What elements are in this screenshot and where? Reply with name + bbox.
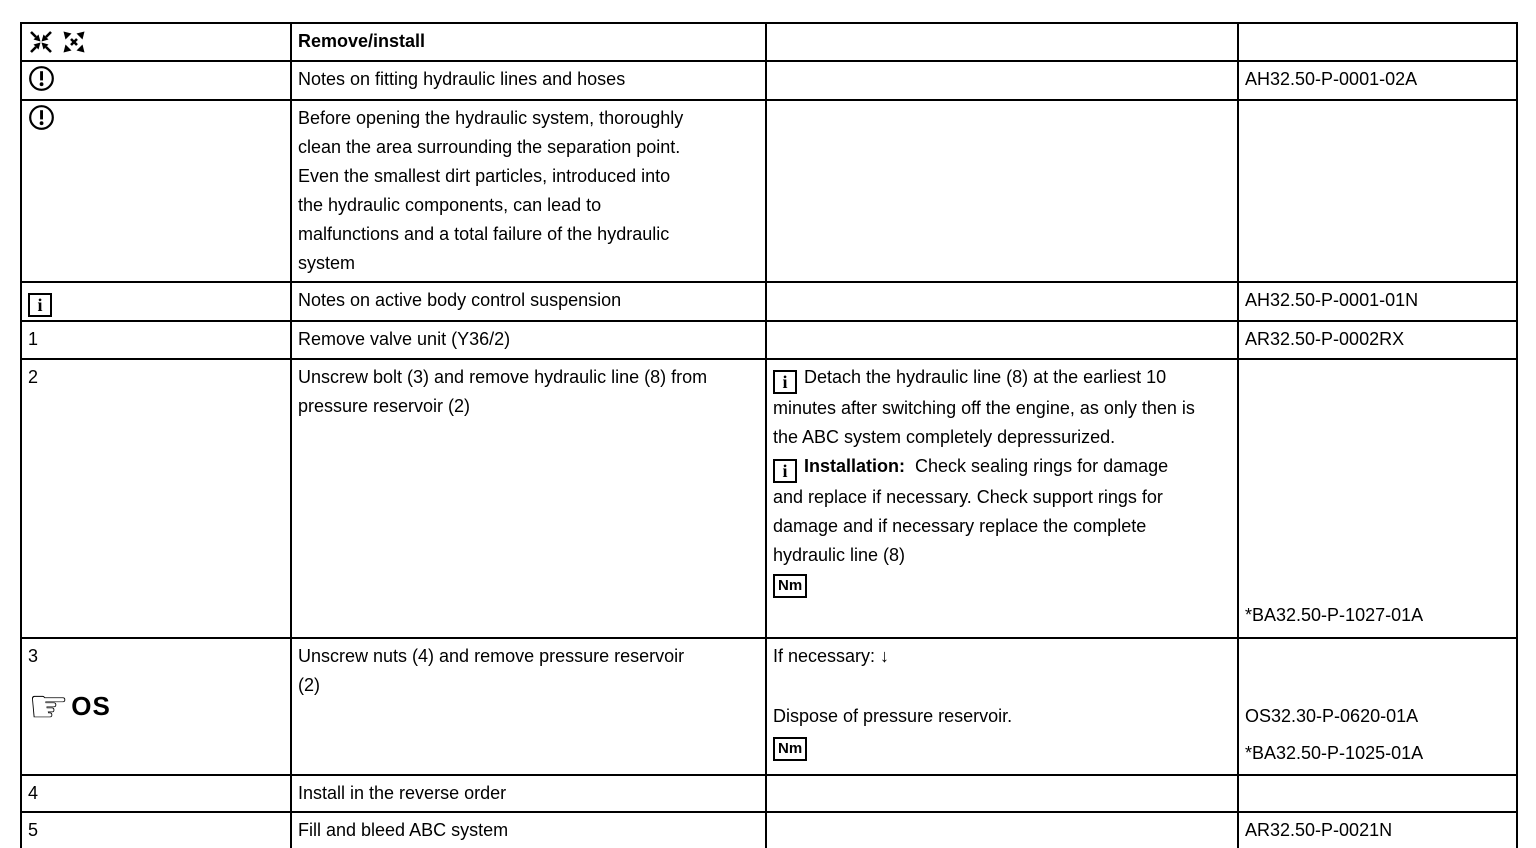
- arrows-outward-icon: [61, 29, 87, 55]
- instruction-text: Install in the reverse order: [298, 783, 507, 803]
- empty-cell: [766, 61, 1238, 100]
- row-note-clean: [21, 100, 1517, 282]
- pointing-hand-icon: ☞: [28, 680, 70, 732]
- icon-cell: [21, 61, 291, 100]
- notes-cell: [766, 638, 1238, 775]
- instruction-text: Remove valve unit (Y36/2): [298, 329, 511, 349]
- step-number: 5: [28, 820, 39, 840]
- row-step-5: [21, 812, 1517, 848]
- workshop-note-icon: [28, 65, 55, 92]
- step-number: 4: [28, 783, 39, 803]
- empty-cell: [766, 812, 1238, 848]
- step-number: 3: [28, 646, 39, 666]
- instruction-cell: [291, 282, 766, 321]
- step-number-cell: [21, 775, 291, 812]
- row-note-abc: [21, 282, 1517, 321]
- instruction-cell: [291, 61, 766, 100]
- info-icon: i: [773, 370, 797, 394]
- reference-cell: [1238, 638, 1517, 775]
- instruction-cell: [291, 359, 766, 638]
- torque-icon[interactable]: Nm: [773, 737, 807, 761]
- row-step-3: [21, 638, 1517, 775]
- notes-cell: [766, 359, 1238, 638]
- reference-cell: [1238, 812, 1517, 848]
- empty-cell: [1238, 100, 1517, 282]
- empty-cell: [1238, 23, 1517, 61]
- instruction-cell: [291, 100, 766, 282]
- empty-cell: [766, 100, 1238, 282]
- instruction-text: Fill and bleed ABC system: [298, 820, 509, 840]
- instruction-text: Notes on fitting hydraulic lines and hoses: [298, 69, 626, 89]
- document-reference[interactable]: *BA32.50-P-1025-01A: [1245, 743, 1424, 763]
- document-reference[interactable]: AH32.50-P-0001-01N: [1245, 290, 1419, 310]
- step-number-cell: [21, 638, 291, 775]
- installation-note-paragraph: [773, 452, 1193, 570]
- empty-cell: [766, 321, 1238, 359]
- row-step-1: [21, 321, 1517, 359]
- os-indicator: [28, 680, 284, 732]
- icon-cell: [21, 282, 291, 321]
- step-number-cell: [21, 359, 291, 638]
- table-title: Remove/install: [298, 31, 426, 51]
- instruction-cell: [291, 638, 766, 775]
- instruction-cell: [291, 321, 766, 359]
- info-icon: i: [28, 293, 52, 317]
- row-note-fitting: [21, 61, 1517, 100]
- action-text: Dispose of pressure reservoir.: [773, 706, 1013, 726]
- step-number: 2: [28, 367, 39, 387]
- note-text: Detach the hydraulic line (8) at the earliest 10 minutes after switching off the engine, as only then is the ABC system completely depressurized.: [773, 367, 1195, 447]
- step-number-cell: [21, 321, 291, 359]
- empty-cell: [766, 282, 1238, 321]
- row-step-4: [21, 775, 1517, 812]
- table-title-cell: [291, 23, 766, 61]
- instruction-text: Unscrew nuts (4) and remove pressure reservoir (2): [298, 646, 685, 695]
- empty-cell: [766, 23, 1238, 61]
- reference-cell: [1238, 321, 1517, 359]
- instruction-cell: [291, 812, 766, 848]
- reference-cell: [1238, 359, 1517, 638]
- os-label: OS: [71, 690, 111, 721]
- arrows-inward-icon: [28, 29, 54, 55]
- instruction-text: Notes on active body control suspension: [298, 290, 622, 310]
- empty-cell: [766, 775, 1238, 812]
- step-number-cell: [21, 812, 291, 848]
- reference-cell: [1238, 61, 1517, 100]
- icon-cell: [21, 100, 291, 282]
- reference-cell: [1238, 282, 1517, 321]
- note-paragraph: [773, 363, 1218, 452]
- installation-label: Installation:: [804, 456, 906, 476]
- document-reference[interactable]: *BA32.50-P-1027-01A: [1245, 605, 1424, 625]
- workshop-note-icon: [28, 104, 55, 131]
- document-reference[interactable]: OS32.30-P-0620-01A: [1245, 706, 1419, 726]
- procedure-table: [20, 22, 1518, 848]
- header-icons: [28, 27, 284, 55]
- instruction-cell: [291, 775, 766, 812]
- empty-cell: [1238, 775, 1517, 812]
- document-reference[interactable]: AH32.50-P-0001-02A: [1245, 69, 1418, 89]
- instruction-text: Before opening the hydraulic system, thoroughly clean the area surrounding the separation point. Even the smallest dirt particles, introduced into the hydraulic components, can lead to malfunctions and a total failure of the hydraulic system: [298, 108, 684, 273]
- document-reference[interactable]: AR32.50-P-0021N: [1245, 820, 1393, 840]
- document-reference[interactable]: AR32.50-P-0002RX: [1245, 329, 1405, 349]
- info-icon: i: [773, 459, 797, 483]
- header-icons-cell: [21, 23, 291, 61]
- note-text: Check sealing rings for damage and replace if necessary. Check support rings for damage and if necessary replace the complete hydraulic line (8): [773, 456, 1169, 565]
- instruction-text: Unscrew bolt (3) and remove hydraulic line (8) from pressure reservoir (2): [298, 367, 708, 416]
- torque-icon[interactable]: Nm: [773, 574, 807, 598]
- condition-text: If necessary: ↓: [773, 646, 890, 666]
- row-step-2: [21, 359, 1517, 638]
- table-header-row: [21, 23, 1517, 61]
- step-number: 1: [28, 329, 39, 349]
